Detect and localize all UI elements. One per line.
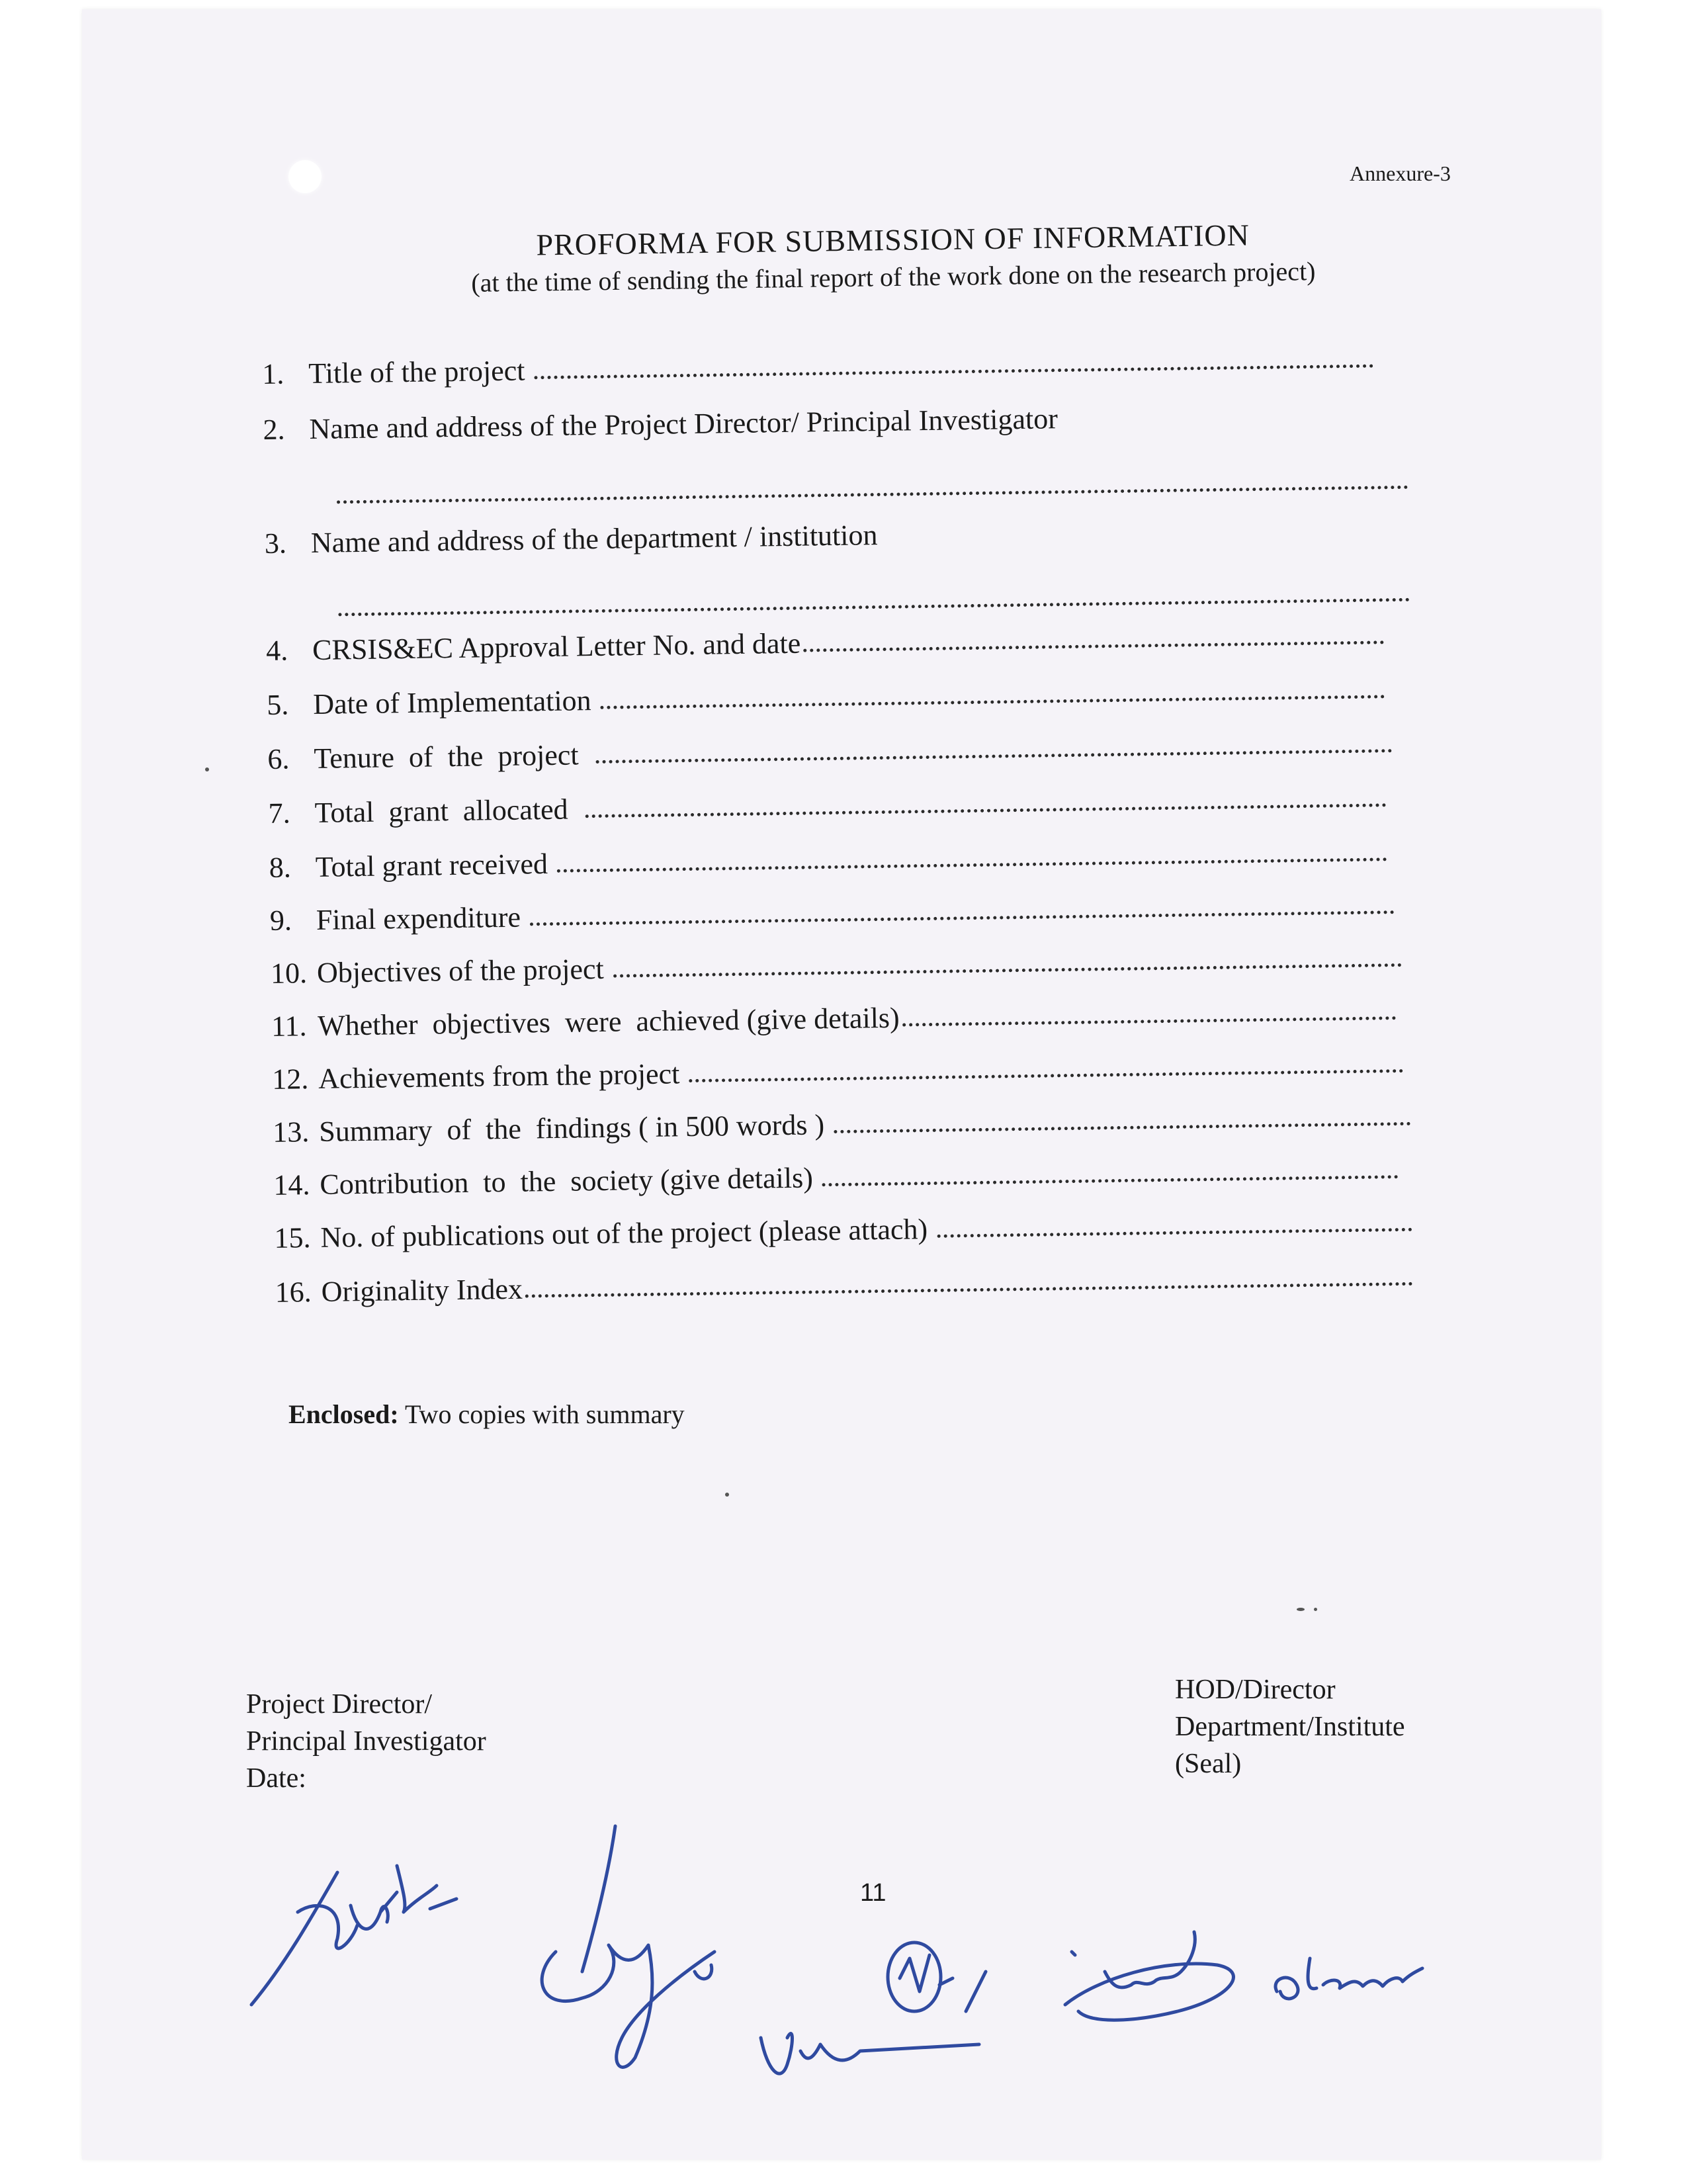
item-number: 6. <box>267 742 290 775</box>
item-label: Whether objectives were achieved (give details) <box>317 1001 900 1042</box>
signature-6 <box>1276 1958 1422 1999</box>
item-number: 4. <box>265 634 288 667</box>
signature-5 <box>1065 1932 1233 2020</box>
form-subtitle: (at the time of sending the final report of the work done on the research project) <box>471 256 1316 298</box>
item-number: 16. <box>275 1276 312 1309</box>
form-title: PROFORMA FOR SUBMISSION OF INFORMATION <box>536 218 1250 262</box>
signatory-hod <box>1175 1671 1405 1782</box>
item-label: Achievements from the project <box>318 1057 680 1095</box>
item-label: Name and address of the Project Director/ Principal Investigator <box>309 402 1059 446</box>
signatory-line: HOD/Director <box>1175 1675 1336 1705</box>
fill-in-line[interactable] <box>803 640 1384 652</box>
seal-label: (Seal) <box>1175 1749 1242 1779</box>
item-number: 5. <box>266 688 289 721</box>
item-label: Title of the project <box>308 354 525 390</box>
item-label: Final expenditure <box>316 900 521 936</box>
fill-in-line[interactable] <box>937 1228 1412 1238</box>
fill-in-line[interactable] <box>601 695 1385 709</box>
item-label: CRSIS&EC Approval Letter No. and date <box>312 627 801 666</box>
signatory-date-label: Date: <box>246 1763 306 1794</box>
item-number: 2. <box>263 413 285 446</box>
item-number: 3. <box>264 527 287 560</box>
item-label: Summary of the findings ( in 500 words ) <box>319 1108 825 1148</box>
signatory-line: Principal Investigator <box>246 1726 486 1757</box>
item-number: 7. <box>268 797 290 830</box>
signature-2 <box>542 1826 714 2067</box>
item-label: Total grant received <box>315 848 548 883</box>
item-number: 14. <box>273 1168 310 1201</box>
item-label: Date of Implementation <box>312 684 591 721</box>
enclosed-note <box>288 1399 685 1430</box>
item-number: 8. <box>269 851 292 884</box>
item-label: Objectives of the project <box>316 952 605 989</box>
item-number: 15. <box>274 1221 311 1254</box>
scan-speck <box>725 1493 729 1497</box>
item-number: 9. <box>269 904 292 937</box>
item-number: 10. <box>270 957 308 990</box>
item-number: 12. <box>271 1063 309 1096</box>
item-number: 13. <box>273 1115 310 1149</box>
fill-in-line[interactable] <box>689 1069 1403 1082</box>
scan-speck <box>205 767 209 771</box>
signatory-line: Project Director/ <box>246 1689 433 1720</box>
signature-4 <box>900 1955 986 2011</box>
punch-hole <box>288 160 322 193</box>
enclosed-label: Enclosed: <box>288 1399 399 1429</box>
fill-in-line[interactable] <box>596 749 1393 764</box>
signatory-project-director <box>246 1686 486 1797</box>
fill-in-line[interactable] <box>902 1016 1396 1026</box>
scan-speck <box>1314 1608 1317 1611</box>
item-label: Tenure of the project <box>314 738 579 775</box>
item-label: Originality Index <box>321 1272 523 1308</box>
fill-in-line[interactable] <box>535 365 1374 380</box>
fill-in-line[interactable] <box>822 1175 1399 1186</box>
fill-in-line[interactable] <box>834 1122 1410 1133</box>
enclosed-text: Two copies with summary <box>398 1399 685 1429</box>
signatory-line: Department/Institute <box>1175 1712 1405 1742</box>
item-label: Total grant allocated <box>314 793 568 829</box>
fill-in-line[interactable] <box>557 857 1387 873</box>
item-number: 11. <box>271 1010 307 1043</box>
signature-3 <box>761 2034 979 2074</box>
item-label: Name and address of the department / institution <box>310 519 878 559</box>
item-label: No. of publications out of the project (please attach) <box>320 1213 928 1254</box>
annexure-label: Annexure-3 <box>1350 161 1451 185</box>
item-label: Contribution to the society (give details) <box>320 1161 814 1201</box>
page-number: 11 <box>860 1879 887 1907</box>
item-number: 1. <box>262 357 284 390</box>
scan-speck <box>1297 1608 1305 1611</box>
handwritten-signatures <box>238 1813 1535 2117</box>
fill-in-line[interactable] <box>613 963 1402 978</box>
fill-in-line[interactable] <box>585 803 1387 818</box>
signature-1 <box>251 1866 456 2005</box>
